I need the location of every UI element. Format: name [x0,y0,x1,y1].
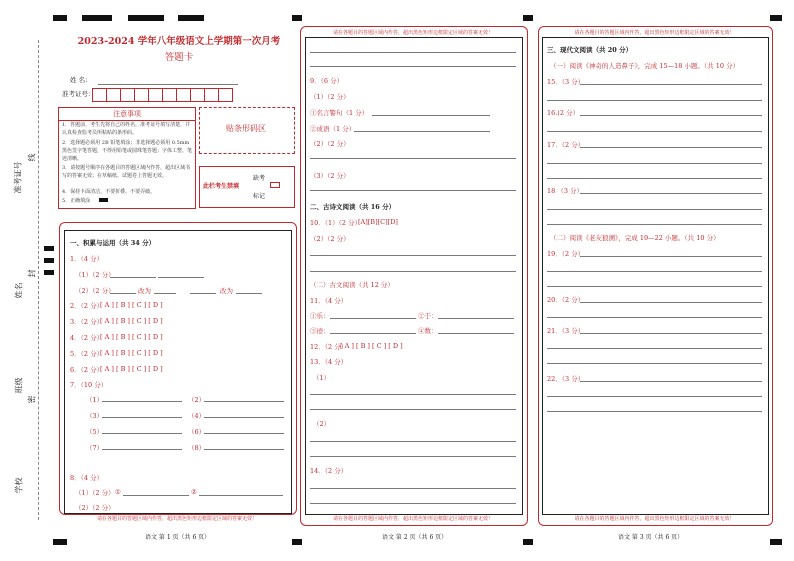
question-label: 4．（2 分） [70,334,104,342]
answer-line[interactable] [547,271,762,272]
answer-line[interactable] [330,333,416,334]
page-number: 语文 第 3 页（共 6 页） [618,534,684,541]
answer-line[interactable] [580,147,762,148]
answer-line[interactable] [580,84,762,85]
sub-label: ① [115,488,121,496]
answer-line[interactable] [310,158,516,159]
alignment-mark [53,15,67,21]
sub-section-title: （二）阅读《老友狼溯》，完成 19—22 小题。（共 10 分） [550,234,720,242]
answer-line[interactable] [330,318,416,319]
absent-text: 缺考 [253,175,266,182]
absent-text: 标记 [253,193,266,200]
notice-item: 3．请按题号顺序在各题目的答题区域内作答，超出区域书写的答案无效；在草稿纸、试题卷上答题无效。 [62,165,191,179]
sub-label: （4） [188,412,206,420]
answer-line[interactable] [372,115,490,116]
alignment-mark [44,246,54,251]
choice-options[interactable]: [ A ] [ B ] [ C ] [ D ] [100,349,163,357]
barcode-label: 贴条形码区 [226,124,266,133]
sub-label: ③迹： [310,327,330,335]
answer-line[interactable] [310,271,516,272]
answer-line[interactable] [547,317,762,318]
notice-item: 1．答题前，考生先将自己的姓名，准考证号填写清楚，并认真检查监考员所粘贴的条形码。 [62,122,191,136]
alignment-mark [53,539,67,545]
alignment-mark [523,539,533,545]
side-school-label: 学校 [14,477,24,494]
side-close-word: 密 [27,395,37,404]
section-title: 一、积累与运用（共 34 分） [70,239,156,247]
alignment-mark [128,15,164,21]
sub-label: （5） [86,428,104,436]
choice-options[interactable]: [A][B][C][D] [358,218,398,226]
warning-text: 请在各题目的答题区域内作答，超出黑色矩形边框限定区域的答案无效！ [332,30,493,36]
warning-text: 请在各题目的答题区域内作答，超出黑色矩形边框限定区域的答案无效！ [574,30,735,36]
sub-section-title: （一）阅读《神奇的人造鼻子》，完成 15—18 小题。（共 10 分） [550,62,740,70]
alignment-mark [770,539,782,545]
answer-line[interactable] [102,417,182,418]
answer-line[interactable] [580,381,762,382]
answer-line[interactable] [580,115,762,116]
answer-line[interactable] [310,456,516,457]
choice-options[interactable]: [ A ] [ B ] [ C ] [ D ] [340,342,403,350]
filled-sample-mark [99,198,108,202]
question-label: 2．（2 分） [70,302,104,310]
choice-options[interactable]: [ A ] [ B ] [ C ] [ D ] [100,333,163,341]
side-id-label: 准考证号 [13,161,23,194]
sub-section-title: （二）古文阅读（共 12 分） [310,281,394,289]
question-label: 5．（2 分） [70,350,104,358]
answer-line[interactable] [580,193,762,194]
answer-line[interactable] [110,277,156,278]
question-label: 12．（2 分） [310,343,348,351]
answer-line[interactable] [123,495,189,496]
section-title: 三、现代文阅读（共 20 分） [547,46,633,54]
question-label: 9．（6 分） [310,77,344,85]
question-label: 11．（4 分） [310,297,348,305]
alignment-mark [178,15,204,21]
question-label: （3）（2 分） [310,172,350,180]
name-field[interactable] [98,84,238,85]
choice-options[interactable]: [ A ] [ B ] [ C ] [ D ] [100,365,163,373]
page-subtitle: 答题卡 [164,52,194,63]
answer-line[interactable] [547,396,762,397]
answer-line[interactable] [102,449,182,450]
question-label: 7．（10 分） [70,381,108,389]
question-label: （2）（2 分） [75,504,115,512]
page-number: 语文 第 2 页（共 6 页） [382,534,448,541]
question-label: 3．（2 分） [70,318,104,326]
absent-label: 此栏考生禁填 [203,183,240,190]
answer-line[interactable] [547,363,762,364]
answer-line[interactable] [310,488,516,489]
sub-label: （7） [86,444,104,452]
question-label: 20．（2 分） [547,296,585,304]
sub-label: （1） [313,374,331,382]
answer-line[interactable] [547,411,762,412]
absent-checkbox[interactable] [270,182,280,188]
question-label: 18 （3 分） [547,187,584,195]
choice-options[interactable]: [ A ] [ B ] [ C ] [ D ] [100,317,163,325]
answer-line[interactable] [204,401,284,402]
question-label: （2）（2 分） [310,235,350,243]
sub-label: （3） [86,412,104,420]
question-label: 13．（4 分） [310,358,348,366]
answer-line[interactable] [310,503,516,504]
alignment-mark [82,15,112,21]
sub-label: ②于： [418,312,438,320]
warning-text: 请在各题目的答题区域内作答，超出黑色矩形边框限定区域的答案无效！ [574,516,735,522]
question-label: （1）（2 分） [75,271,115,279]
sub-label: （6） [188,428,206,436]
answer-line[interactable] [190,293,216,294]
notice-box [58,107,196,209]
id-label: 准考证号： [62,90,95,98]
notice-item: 4．保持卡面清洁，不要折叠、不要弄破。 [62,189,156,195]
answer-line[interactable] [310,66,516,67]
question-label: 14．（2 分） [310,467,348,475]
answer-line[interactable] [547,224,762,225]
answer-line[interactable] [547,286,762,287]
answer-line[interactable] [547,348,762,349]
answer-line[interactable] [438,333,514,334]
answer-line[interactable] [310,190,516,191]
sub-label: ②成语（1 分） [310,125,356,133]
answer-line[interactable] [310,441,516,442]
side-line-word: 线 [27,153,37,162]
binding-line [38,40,39,520]
answer-line[interactable] [547,131,762,132]
alignment-mark [44,270,54,275]
answer-line[interactable] [236,293,262,294]
question-label: 15．（3 分） [547,78,585,86]
question-label: 8．（4 分） [70,474,104,482]
sub-label: （8） [188,444,206,452]
answer-line[interactable] [199,495,283,496]
sub-label: （2） [313,420,331,428]
page-title: 2023-2024 学年八年级语文上学期第一次月考 [77,36,281,47]
alignment-mark [44,258,54,263]
side-seal-word: 封 [27,269,37,278]
exam-id-boxes[interactable] [92,88,242,100]
alignment-mark [292,539,302,545]
question-label: 17．（2 分） [547,141,585,149]
notice-item: 5．正确填涂 [62,198,91,204]
question-label: 19．（2 分） [547,250,585,258]
side-class-label: 班级 [14,377,24,394]
alignment-mark [770,15,782,21]
sub-label: （2） [188,396,206,404]
alignment-mark [523,15,533,21]
choice-options[interactable]: [ A ] [ B ] [ C ] [ D ] [100,301,163,309]
answer-line[interactable] [310,394,516,395]
answer-line[interactable] [580,302,762,303]
answer-line[interactable] [310,409,516,410]
answer-line[interactable] [310,255,516,256]
answer-line[interactable] [547,209,762,210]
answer-line[interactable] [547,163,762,164]
answer-line[interactable] [354,131,490,132]
change-to-label: 改为 [220,287,233,295]
question-label: 6．（2 分） [70,366,104,374]
sub-label: ①名言警句（1 分） [310,109,369,117]
name-label: 姓 名： [70,76,92,84]
notice-title: 注意事项 [59,109,195,121]
question-label: 22．（3 分） [547,375,585,383]
section-title: 二、古诗文阅读（共 16 分） [310,203,396,211]
answer-line[interactable] [580,256,762,257]
answer-line[interactable] [110,293,136,294]
answer-line[interactable] [310,52,516,53]
warning-text: 请在各题目的答题区域内作答，超出黑色矩形边框限定区域的答案无效！ [332,516,493,522]
answer-line[interactable] [438,318,514,319]
question-label: 16.(2 分） [547,109,580,117]
question-label: （1）（2 分） [310,93,350,101]
sub-label: （1） [86,396,104,404]
question-label: 10．（1）（2 分） [310,219,362,227]
sub-label: ④数： [418,327,438,335]
answer-line[interactable] [102,401,182,402]
question-label: （2）（2 分） [310,140,350,148]
side-name-label: 姓名 [14,282,24,299]
answer-line[interactable] [158,277,204,278]
answer-line[interactable] [547,178,762,179]
question-label: 1．（4 分） [70,255,104,263]
answer-line[interactable] [102,433,182,434]
answer-line[interactable] [154,293,176,294]
question-label: （1）（2 分） [75,489,115,497]
sub-label: ①乐： [310,312,330,320]
question-label: （2）（2 分） [75,287,115,295]
answer-line[interactable] [580,333,762,334]
answer-line[interactable] [204,433,284,434]
sub-label: ② [191,488,197,496]
alignment-mark [292,15,302,21]
question-label: 21．（3 分） [547,327,585,335]
warning-text: 请在各题目的答题区域内作答，超出黑色矩形边框限定区域的答案无效！ [96,516,257,522]
page-number: 语文 第 1 页（共 6 页） [145,534,211,541]
answer-line[interactable] [547,100,762,101]
answer-line[interactable] [204,417,284,418]
answer-line[interactable] [204,449,284,450]
notice-item: 2．选择题必须用 2B 铅笔填涂；非选择题必须用 0.5mm 黑色签字笔答题，不得用铅笔或圆珠笔答题；字体工整、笔迹清晰。 [62,140,193,162]
change-to-label: 改为 [138,287,151,295]
